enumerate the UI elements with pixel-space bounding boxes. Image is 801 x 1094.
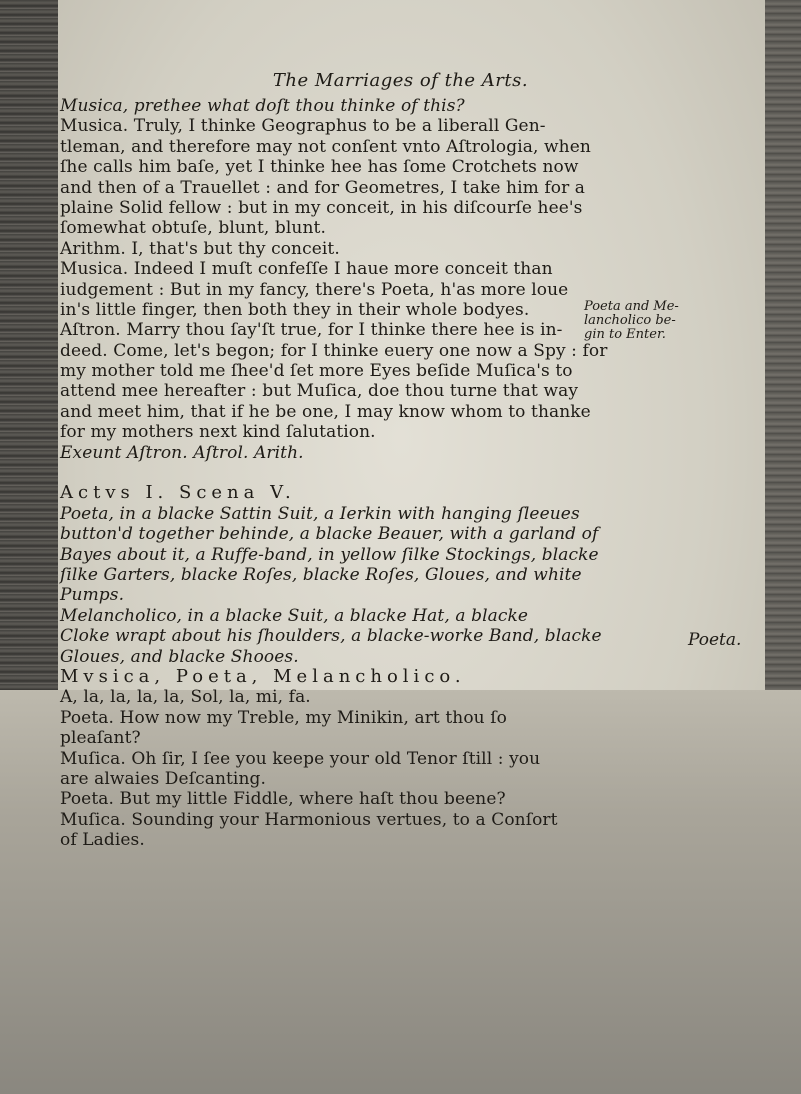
catchword: Poeta. <box>688 630 742 650</box>
costume-direction: Poeta, in a blacke Sattin Suit, a Ierkin with hanging ſleeues <box>60 503 580 524</box>
text-line: Aſtron. Marry thou ſay'ſt true, for I thinke there hee is in- <box>60 320 563 341</box>
stage-direction-exeunt: Exeunt Aſtron. Aſtrol. Arith. <box>60 442 304 463</box>
text-line: Musica. Truly, I thinke Geographus to be a liberall Gen- <box>60 116 546 137</box>
text-line: ſomewhat obtuſe, blunt, blunt. <box>60 218 326 239</box>
text-line: of Ladies. <box>60 830 145 851</box>
text-line: deed. Come, let's begon; for I thinke euery one now a Spy : for <box>60 340 608 361</box>
costume-direction: button'd together behinde, a blacke Beauer, with a garland of <box>60 524 599 545</box>
character-list: Mvsica, Poeta, Melancholico. <box>60 665 466 687</box>
costume-direction: Pumps. <box>60 585 125 606</box>
text-line: Musica. Indeed I muſt confeſſe I haue more conceit than <box>60 259 553 280</box>
scene-heading: Actvs I. Scena V. <box>60 482 296 504</box>
text-line: Muſica. Sounding your Harmonious vertues, to a Conſort <box>60 809 558 830</box>
costume-direction: ſilke Garters, blacke Roſes, blacke Roſes, Gloues, and white <box>60 564 582 585</box>
text-line: attend mee hereafter : but Muſica, doe thou turne that way <box>60 381 579 402</box>
text-line: pleaſant? <box>60 728 141 749</box>
text-line: Muſica. Oh ſir, I ſee you keepe your old Tenor ſtill : you <box>60 748 541 769</box>
binding-edge-right <box>765 0 801 700</box>
text-line: Arithm. I, that's but thy conceit. <box>60 238 340 259</box>
text-line: and then of a Trauellet : and for Geometres, I take him for a <box>60 177 586 198</box>
text-line: my mother told me ſhee'd ſet more Eyes beſide Muſica's to <box>60 361 573 382</box>
text-line: are alwaies Deſcanting. <box>60 768 267 789</box>
margin-note-line: Poeta and Me- <box>584 299 679 314</box>
blank-line <box>60 463 760 483</box>
text-line: A, la, la, la, la, Sol, la, mi, fa. <box>60 687 311 708</box>
costume-direction: Bayes about it, a Ruffe-band, in yellow ſilke Stockings, blacke <box>60 544 599 565</box>
text-line: Poeta. But my little Fiddle, where haſt thou beene? <box>60 789 506 810</box>
text-line: ſhe calls him baſe, yet I thinke hee has ſome Crotchets now <box>60 157 579 178</box>
running-head: The Marriages of the Arts. <box>272 70 529 91</box>
text-line: for my mothers next kind ſalutation. <box>60 422 376 443</box>
text-line: Musica, prethee what doſt thou thinke of this? <box>60 96 465 116</box>
text-line: plaine Solid fellow : but in my conceit, in his diſcourſe hee's <box>60 197 583 218</box>
text-line: in's little finger, then both they in their whole bodyes. <box>60 299 530 320</box>
costume-direction: Gloues, and blacke Shooes. <box>60 646 299 667</box>
margin-note <box>584 300 679 342</box>
margin-note-line: lancholico be- <box>584 313 676 328</box>
text-line: tleman, and therefore may not conſent vnto Aſtrologia, when <box>60 136 591 157</box>
costume-direction: Cloke wrapt about his ſhoulders, a blacke-worke Band, blacke <box>60 626 602 647</box>
text-line: iudgement : But in my fancy, there's Poeta, h'as more loue <box>60 279 569 300</box>
costume-direction: Melancholico, in a blacke Suit, a blacke Hat, a blacke <box>60 605 529 626</box>
text-line: and meet him, that if he be one, I may know whom to thanke <box>60 401 591 422</box>
body-text <box>60 96 760 850</box>
text-line: Poeta. How now my Treble, my Minikin, art thou ſo <box>60 707 507 728</box>
margin-note-line: gin to Enter. <box>584 327 666 342</box>
